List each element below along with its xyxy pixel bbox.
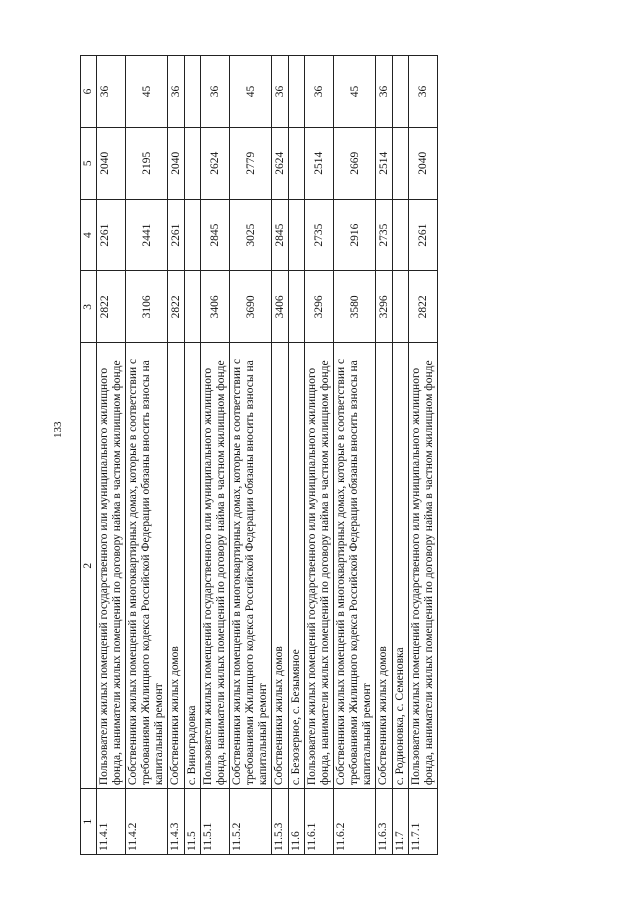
value-col4: 2735 [376,199,393,271]
value-col5: 2669 [334,127,376,199]
value-col4: 2261 [168,199,185,271]
value-col5: 2040 [168,127,185,199]
value-col6 [393,56,409,128]
value-col3: 3106 [126,271,168,343]
rotated-table-container [80,55,580,855]
value-col6: 36 [409,56,438,128]
value-col5: 2040 [97,127,126,199]
table-row [334,56,376,855]
table-row [97,56,126,855]
value-col5: 2514 [376,127,393,199]
value-col4: 2735 [305,199,334,271]
row-description: Собственники жилых домов [376,343,393,789]
row-description: Собственники жилых помещений в многоквартирных домах, которые в соответствии с требованиями Жилищного кодекса Российской Федерации обязаны вносить взносы на капитальный ремонт [230,343,272,789]
row-code: 11.5.2 [230,789,272,855]
row-description: Пользователи жилых помещений государственного или муниципального жилищного фонда, наниматели жилых помещений по договору найма в частном жилищном фонде [97,343,126,789]
value-col6 [185,56,201,128]
row-code: 11.4.3 [168,789,185,855]
value-col3: 3690 [230,271,272,343]
header-cell: 6 [81,56,97,128]
header-cell: 2 [81,343,97,789]
value-col3 [289,271,305,343]
value-col6: 45 [334,56,376,128]
table-row [185,56,201,855]
value-col4: 2261 [409,199,438,271]
value-col5 [185,127,201,199]
value-col5: 2040 [409,127,438,199]
header-cell: 3 [81,271,97,343]
row-code: 11.5.1 [201,789,230,855]
row-code: 11.6.3 [376,789,393,855]
table-row [272,56,289,855]
value-col5 [289,127,305,199]
row-description: Собственники жилых домов [272,343,289,789]
value-col6 [289,56,305,128]
table-row [230,56,272,855]
value-col5: 2624 [201,127,230,199]
value-col5: 2514 [305,127,334,199]
table-row [393,56,409,855]
value-col4: 3025 [230,199,272,271]
value-col6: 36 [305,56,334,128]
value-col4: 2261 [97,199,126,271]
value-col6: 45 [230,56,272,128]
value-col3: 3296 [305,271,334,343]
value-col3: 3406 [201,271,230,343]
value-col6: 45 [126,56,168,128]
row-code: 11.4.1 [97,789,126,855]
value-col3: 2822 [168,271,185,343]
header-cell: 4 [81,199,97,271]
row-description: Собственники жилых помещений в многоквартирных домах, которые в соответствии с требованиями Жилищного кодекса Российской Федерации обязаны вносить взносы на капитальный ремонт [126,343,168,789]
value-col4 [289,199,305,271]
row-code: 11.4.2 [126,789,168,855]
table-row [168,56,185,855]
value-col4 [393,199,409,271]
row-description: с. Виноградовка [185,343,201,789]
value-col3: 3406 [272,271,289,343]
value-col5: 2195 [126,127,168,199]
value-col3: 2822 [409,271,438,343]
value-col4: 2845 [201,199,230,271]
header-cell: 1 [81,789,97,855]
value-col3: 2822 [97,271,126,343]
row-code: 11.7 [393,789,409,855]
row-code: 11.6.1 [305,789,334,855]
table-row [409,56,438,855]
value-col3: 3296 [376,271,393,343]
row-description: Пользователи жилых помещений государственного или муниципального жилищного фонда, наниматели жилых помещений по договору найма в частном жилищном фонде [305,343,334,789]
value-col5 [393,127,409,199]
value-col6: 36 [168,56,185,128]
row-description: Собственники жилых помещений в многоквартирных домах, которые в соответствии с требованиями Жилищного кодекса Российской Федерации обязаны вносить взносы на капитальный ремонт [334,343,376,789]
row-description: Собственники жилых домов [168,343,185,789]
value-col4: 2845 [272,199,289,271]
row-code: 11.6.2 [334,789,376,855]
value-col3: 3580 [334,271,376,343]
table-row [305,56,334,855]
value-col6: 36 [97,56,126,128]
row-code: 11.6 [289,789,305,855]
row-description: Пользователи жилых помещений государственного или муниципального жилищного фонда, наниматели жилых помещений по договору найма в частном жилищном фонде [201,343,230,789]
value-col4: 2441 [126,199,168,271]
value-col3 [393,271,409,343]
value-col6: 36 [272,56,289,128]
table-header-row [81,56,97,855]
header-cell: 5 [81,127,97,199]
row-description: с. Родионовка, с. Семеновка [393,343,409,789]
row-description: с. Безозерное, с. Безымяное [289,343,305,789]
table-row [376,56,393,855]
value-col6: 36 [201,56,230,128]
tariff-table [80,55,438,855]
table-row [126,56,168,855]
value-col4: 2916 [334,199,376,271]
page-number: 133 [52,421,64,438]
value-col5: 2624 [272,127,289,199]
value-col5: 2779 [230,127,272,199]
table-row [289,56,305,855]
row-code: 11.7.1 [409,789,438,855]
row-code: 11.5 [185,789,201,855]
value-col4 [185,199,201,271]
value-col6: 36 [376,56,393,128]
value-col3 [185,271,201,343]
row-code: 11.5.3 [272,789,289,855]
table-row [201,56,230,855]
row-description: Пользователи жилых помещений государственного или муниципального жилищного фонда, наниматели жилых помещений по договору найма в частном жилищном фонде [409,343,438,789]
